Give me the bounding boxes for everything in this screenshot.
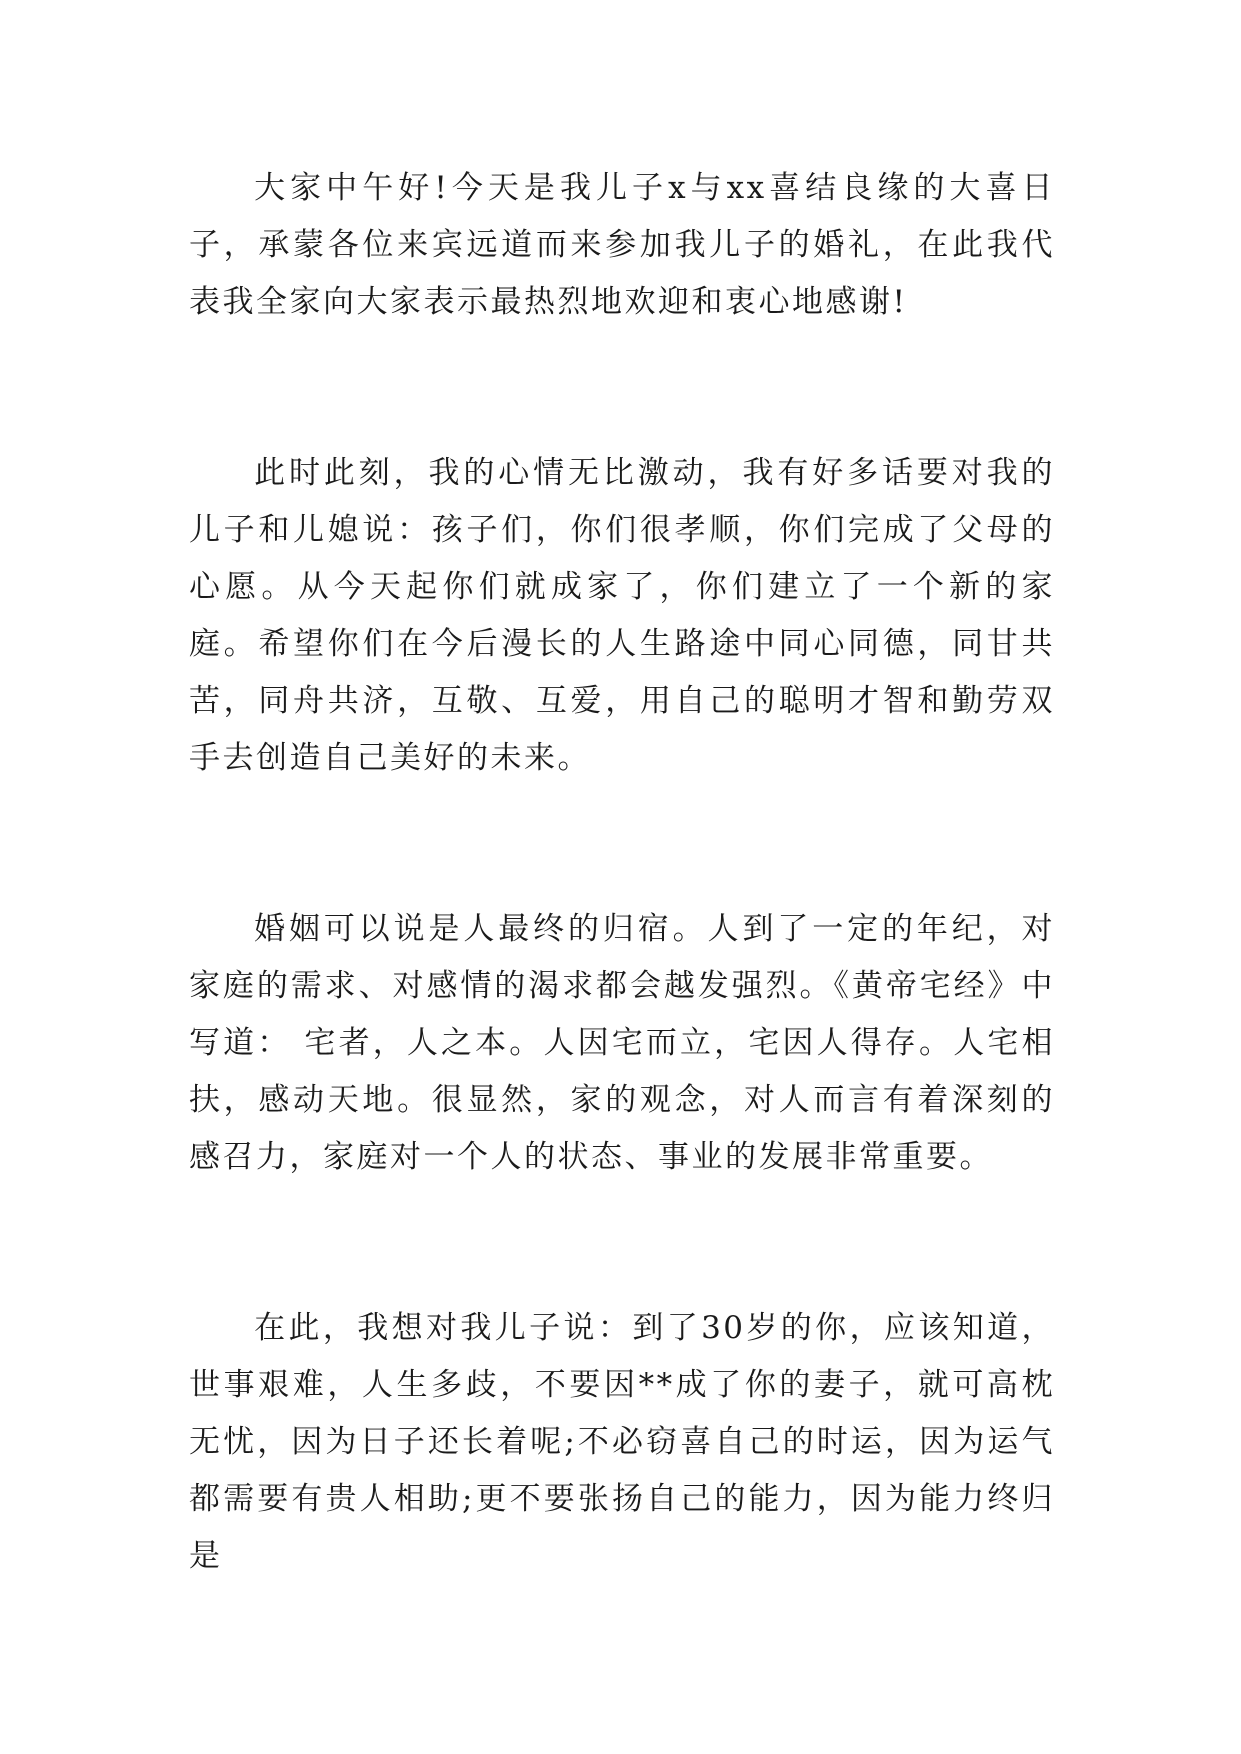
paragraph-marriage-and-home: 婚姻可以说是人最终的归宿。人到了一定的年纪，对家庭的需求、对感情的渴求都会越发强烈。《黄帝宅经》中写道： 宅者，人之本。人因宅而立，宅因人得存。人宅相扶，感动天地。很显然，家的观念，对人而言有着深刻的感召力，家庭对一个人的状态、事业的发展非常重要。 (189, 911, 1055, 1175)
paragraph-message-to-children: 此时此刻，我的心情无比激动，我有好多话要对我的儿子和儿媳说：孩子们，你们很孝顺，你们完成了父母的心愿。从今天起你们就成家了，你们建立了一个新的家庭。希望你们在今后漫长的人生路途中同心同德，同甘共苦，同舟共济，互敬、互爱，用自己的聪明才智和勤劳双手去创造自己美好的未来。 (189, 455, 1055, 776)
document-body (189, 160, 1055, 1585)
paragraph-advice-to-son: 在此，我想对我儿子说：到了30岁的你，应该知道，世事艰难，人生多歧，不要因**成了你的妻子，就可高枕无忧，因为日子还长着呢;不必窃喜自己的时运，因为运气都需要有贵人相助;更不要张扬自己的能力，因为能力终归是 (189, 1310, 1055, 1574)
paragraph-greeting: 大家中午好!今天是我儿子x与xx喜结良缘的大喜日子，承蒙各位来宾远道而来参加我儿子的婚礼，在此我代表我全家向大家表示最热烈地欢迎和衷心地感谢! (189, 170, 1055, 320)
